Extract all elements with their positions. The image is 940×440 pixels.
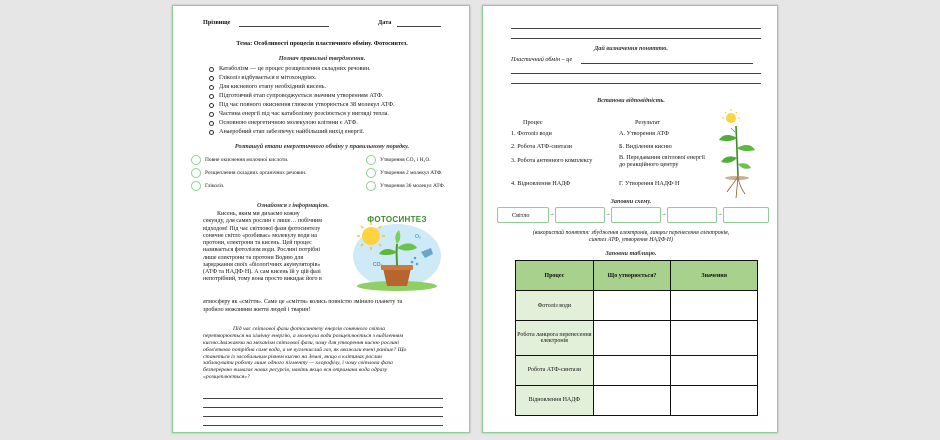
svg-text:O₂: O₂	[415, 234, 421, 240]
statement-text: Основною енергетичною молекулою клітини є АТФ.	[219, 119, 358, 126]
question-line: кисню.Зважаючи на механізм світлової фази, чому для утворення кисню рослині	[203, 339, 399, 346]
stage-text: Розщеплення складних органічних речовин.	[205, 170, 307, 176]
info-line: непотрібний, тому вона просто викидає його в	[203, 276, 322, 283]
question-line: безперервно вимагає нових ресурсів, навіть якщо вся отримана вода одразу	[203, 367, 388, 374]
worksheet-page-1	[172, 5, 470, 433]
match-result: В. Передавання світлової енергії до реакційного центру	[619, 154, 705, 169]
table-process-cell: Робота АТФ-синтази	[516, 355, 594, 385]
statement-text: Анаеробний етап забезпечує найбільший вихід енергії.	[219, 128, 365, 135]
info-line: (АТФ та НАДФ·Н). А сам кисень їй у цій фазі	[203, 269, 321, 275]
answer-line[interactable]	[511, 28, 761, 29]
table-answer-cell[interactable]	[671, 385, 758, 415]
statement-text: Катаболізм — це процес розщеплення складних речовин.	[219, 65, 371, 72]
scheme-hint: синтез АТФ, утворення НАДФ·Н)	[589, 237, 673, 243]
match-result: Г. Утворення НАДФ·Н	[619, 180, 680, 187]
definition-line[interactable]	[581, 63, 753, 64]
arrow-right-icon: →	[717, 211, 723, 217]
answer-line[interactable]	[203, 407, 443, 408]
statement-text: Підготовчий етап супроводжується значним утворенням АТФ.	[219, 92, 384, 99]
table-header-cell: Що утворюється?	[593, 261, 671, 291]
table-header-cell: Процес	[516, 261, 594, 291]
arrow-right-icon: →	[661, 211, 667, 217]
order-number-field[interactable]	[366, 181, 376, 191]
result-header: Результат	[635, 119, 661, 126]
answer-line[interactable]	[203, 416, 443, 417]
table-heading: Заповни таблицю.	[605, 250, 657, 257]
match-process: 3. Робота антенного комплексу	[511, 157, 593, 164]
question-line: заблокувати роботу лише одного пігменту — хлорофілу, і чому світлова фаза	[203, 360, 393, 367]
arrow-right-icon: →	[605, 211, 611, 217]
svg-text:CO₂: CO₂	[373, 262, 383, 268]
match-heading: Встанови відповідність.	[597, 97, 665, 104]
question-line: станеться із засобальним рівнем кисню на Землі, якщо в клітинах рослин	[203, 353, 382, 360]
statement-text: Під час повного окиснення глюкози утворюється 38 молекул АТФ.	[219, 101, 395, 108]
table-process-cell: Фотоліз води	[516, 291, 594, 321]
scheme-box-light	[497, 207, 549, 223]
scheme-box-empty[interactable]	[723, 207, 769, 223]
order-number-field[interactable]	[191, 181, 201, 191]
statement-checkbox[interactable]	[209, 103, 214, 108]
question-line: Під час світлової фази фотосинтезу енергія сонячного світла	[233, 326, 386, 332]
table-row	[516, 291, 758, 321]
table-row	[516, 321, 758, 355]
date-line	[397, 26, 441, 27]
table-header-cell: Значення	[671, 261, 758, 291]
statement-checkbox[interactable]	[209, 130, 214, 135]
statement-checkbox[interactable]	[209, 76, 214, 81]
scheme-hint: (використай поняття: збудження електронів, ланцюг перенесення електронів,	[532, 230, 730, 236]
table-answer-cell[interactable]	[671, 355, 758, 385]
table-process-cell: Робота ланцюга перенесення електронів	[516, 321, 594, 355]
scheme-box-text: Світло	[512, 212, 530, 219]
info-line: секунду, для самих рослин є лише… побічним	[203, 218, 323, 225]
question-line: «розщеплюється»?	[203, 374, 250, 381]
info-line: називається фотолізом води. Рослині потрібні	[203, 247, 321, 254]
correct-statements-heading: Познач правильні твердження.	[278, 55, 366, 62]
topic-title: Тема: Особливості процесів пластичного обміну. Фотосинтез.	[236, 40, 408, 47]
order-number-field[interactable]	[191, 168, 201, 178]
statement-text: Частина енергії під час катаболізму розсіюється у вигляді тепла.	[219, 110, 389, 117]
statement-checkbox[interactable]	[209, 67, 214, 72]
illustration-title: ФОТОСИНТЕЗ	[367, 215, 427, 224]
table-row	[516, 355, 758, 385]
table-row	[516, 385, 758, 415]
scheme-heading: Заповни схему.	[610, 198, 652, 205]
answer-line[interactable]	[203, 425, 443, 426]
statement-text: Для кисневого етапу необхідний кисень.	[219, 83, 327, 90]
date-label: Дата	[378, 19, 392, 26]
table-header-row	[516, 261, 758, 291]
table-answer-cell[interactable]	[671, 291, 758, 321]
order-number-field[interactable]	[366, 155, 376, 165]
match-process: 2. Робота АТФ-синтази	[511, 143, 572, 150]
table-process-cell: Відновлення НАДФ	[516, 385, 594, 415]
info-heading: Ознайомся з інформацією.	[257, 202, 329, 209]
definition-line[interactable]	[511, 73, 761, 74]
table-answer-cell[interactable]	[593, 321, 671, 355]
stage-text: Утворення СО₂ і Н₂О.	[380, 157, 431, 163]
question-line: обов'язково потрібна саме вода, а не вуглекислий газ, як вважали вчені раніше? Що	[203, 346, 407, 353]
info-line: протони, електрони та кисень. Цей процес	[203, 240, 312, 246]
question-line: перетворюється на хімічну енергію, а молекула води розщеплюється з виділенням	[203, 332, 404, 339]
statement-checkbox[interactable]	[209, 112, 214, 117]
info-line: атмосферу як «сміття». Саме це «сміття» колись повністю змінило планету та	[203, 299, 403, 305]
match-result: А. Утворення АТФ	[619, 130, 669, 137]
table-answer-cell[interactable]	[593, 385, 671, 415]
order-number-field[interactable]	[191, 155, 201, 165]
define-term: Пластичний обмін – це	[511, 56, 573, 63]
info-line: лише електрони та протони Водню для	[203, 254, 304, 261]
info-line: зробило можливим життя людей і тварин!	[203, 307, 311, 313]
info-line: відходом! Під час світлової фази фотосинтезу	[203, 225, 321, 232]
scheme-box-empty[interactable]	[555, 207, 605, 223]
match-process: 1. Фотоліз води	[511, 130, 552, 137]
table-answer-cell[interactable]	[593, 355, 671, 385]
info-line: заряджання своїх «біологічних акумуляторів»	[203, 261, 321, 268]
statement-text: Гліколіз відбувається в мітохондріях.	[219, 74, 317, 81]
surname-label: Прізвище	[203, 19, 231, 26]
order-heading: Розташуй етапи енергетичного обміну у правильному порядку.	[234, 143, 410, 150]
match-process: 4. Відновлення НАДФ	[511, 180, 571, 187]
surname-line	[239, 26, 329, 27]
answer-line[interactable]	[511, 38, 761, 39]
stage-text: Утворення 2 молекул АТФ.	[380, 170, 443, 176]
plant-illustration	[711, 106, 761, 200]
info-paragraph	[203, 211, 350, 284]
define-heading: Дай визначення поняттю.	[594, 45, 668, 52]
statement-checkbox[interactable]	[209, 121, 214, 126]
photosynthesis-illustration	[351, 212, 443, 292]
table-answer-cell[interactable]	[593, 291, 671, 321]
scheme-box-empty[interactable]	[667, 207, 717, 223]
order-number-field[interactable]	[366, 168, 376, 178]
question-paragraph	[203, 326, 443, 381]
table-answer-cell[interactable]	[671, 321, 758, 355]
stage-text: Гліколіз.	[205, 183, 225, 189]
scheme-box-empty[interactable]	[611, 207, 661, 223]
process-table	[515, 260, 758, 416]
arrow-right-icon: →	[549, 211, 555, 217]
statement-checkbox[interactable]	[209, 85, 214, 90]
match-result: Б. Виділення кисню	[619, 143, 672, 150]
statement-checkbox[interactable]	[209, 94, 214, 99]
answer-line[interactable]	[203, 398, 443, 399]
stage-text: Повне окиснення молочної кислоти.	[205, 157, 289, 163]
worksheet-page-2	[482, 5, 778, 433]
process-header: Процес	[523, 119, 543, 126]
info-line: сонячне світло «розбиває» молекулу води на	[203, 232, 317, 239]
stage-text: Утворення 36 молекул АТФ.	[380, 183, 446, 189]
info-line: Кисень, яким ми дихаємо кожну	[217, 211, 300, 217]
definition-line[interactable]	[511, 83, 761, 84]
